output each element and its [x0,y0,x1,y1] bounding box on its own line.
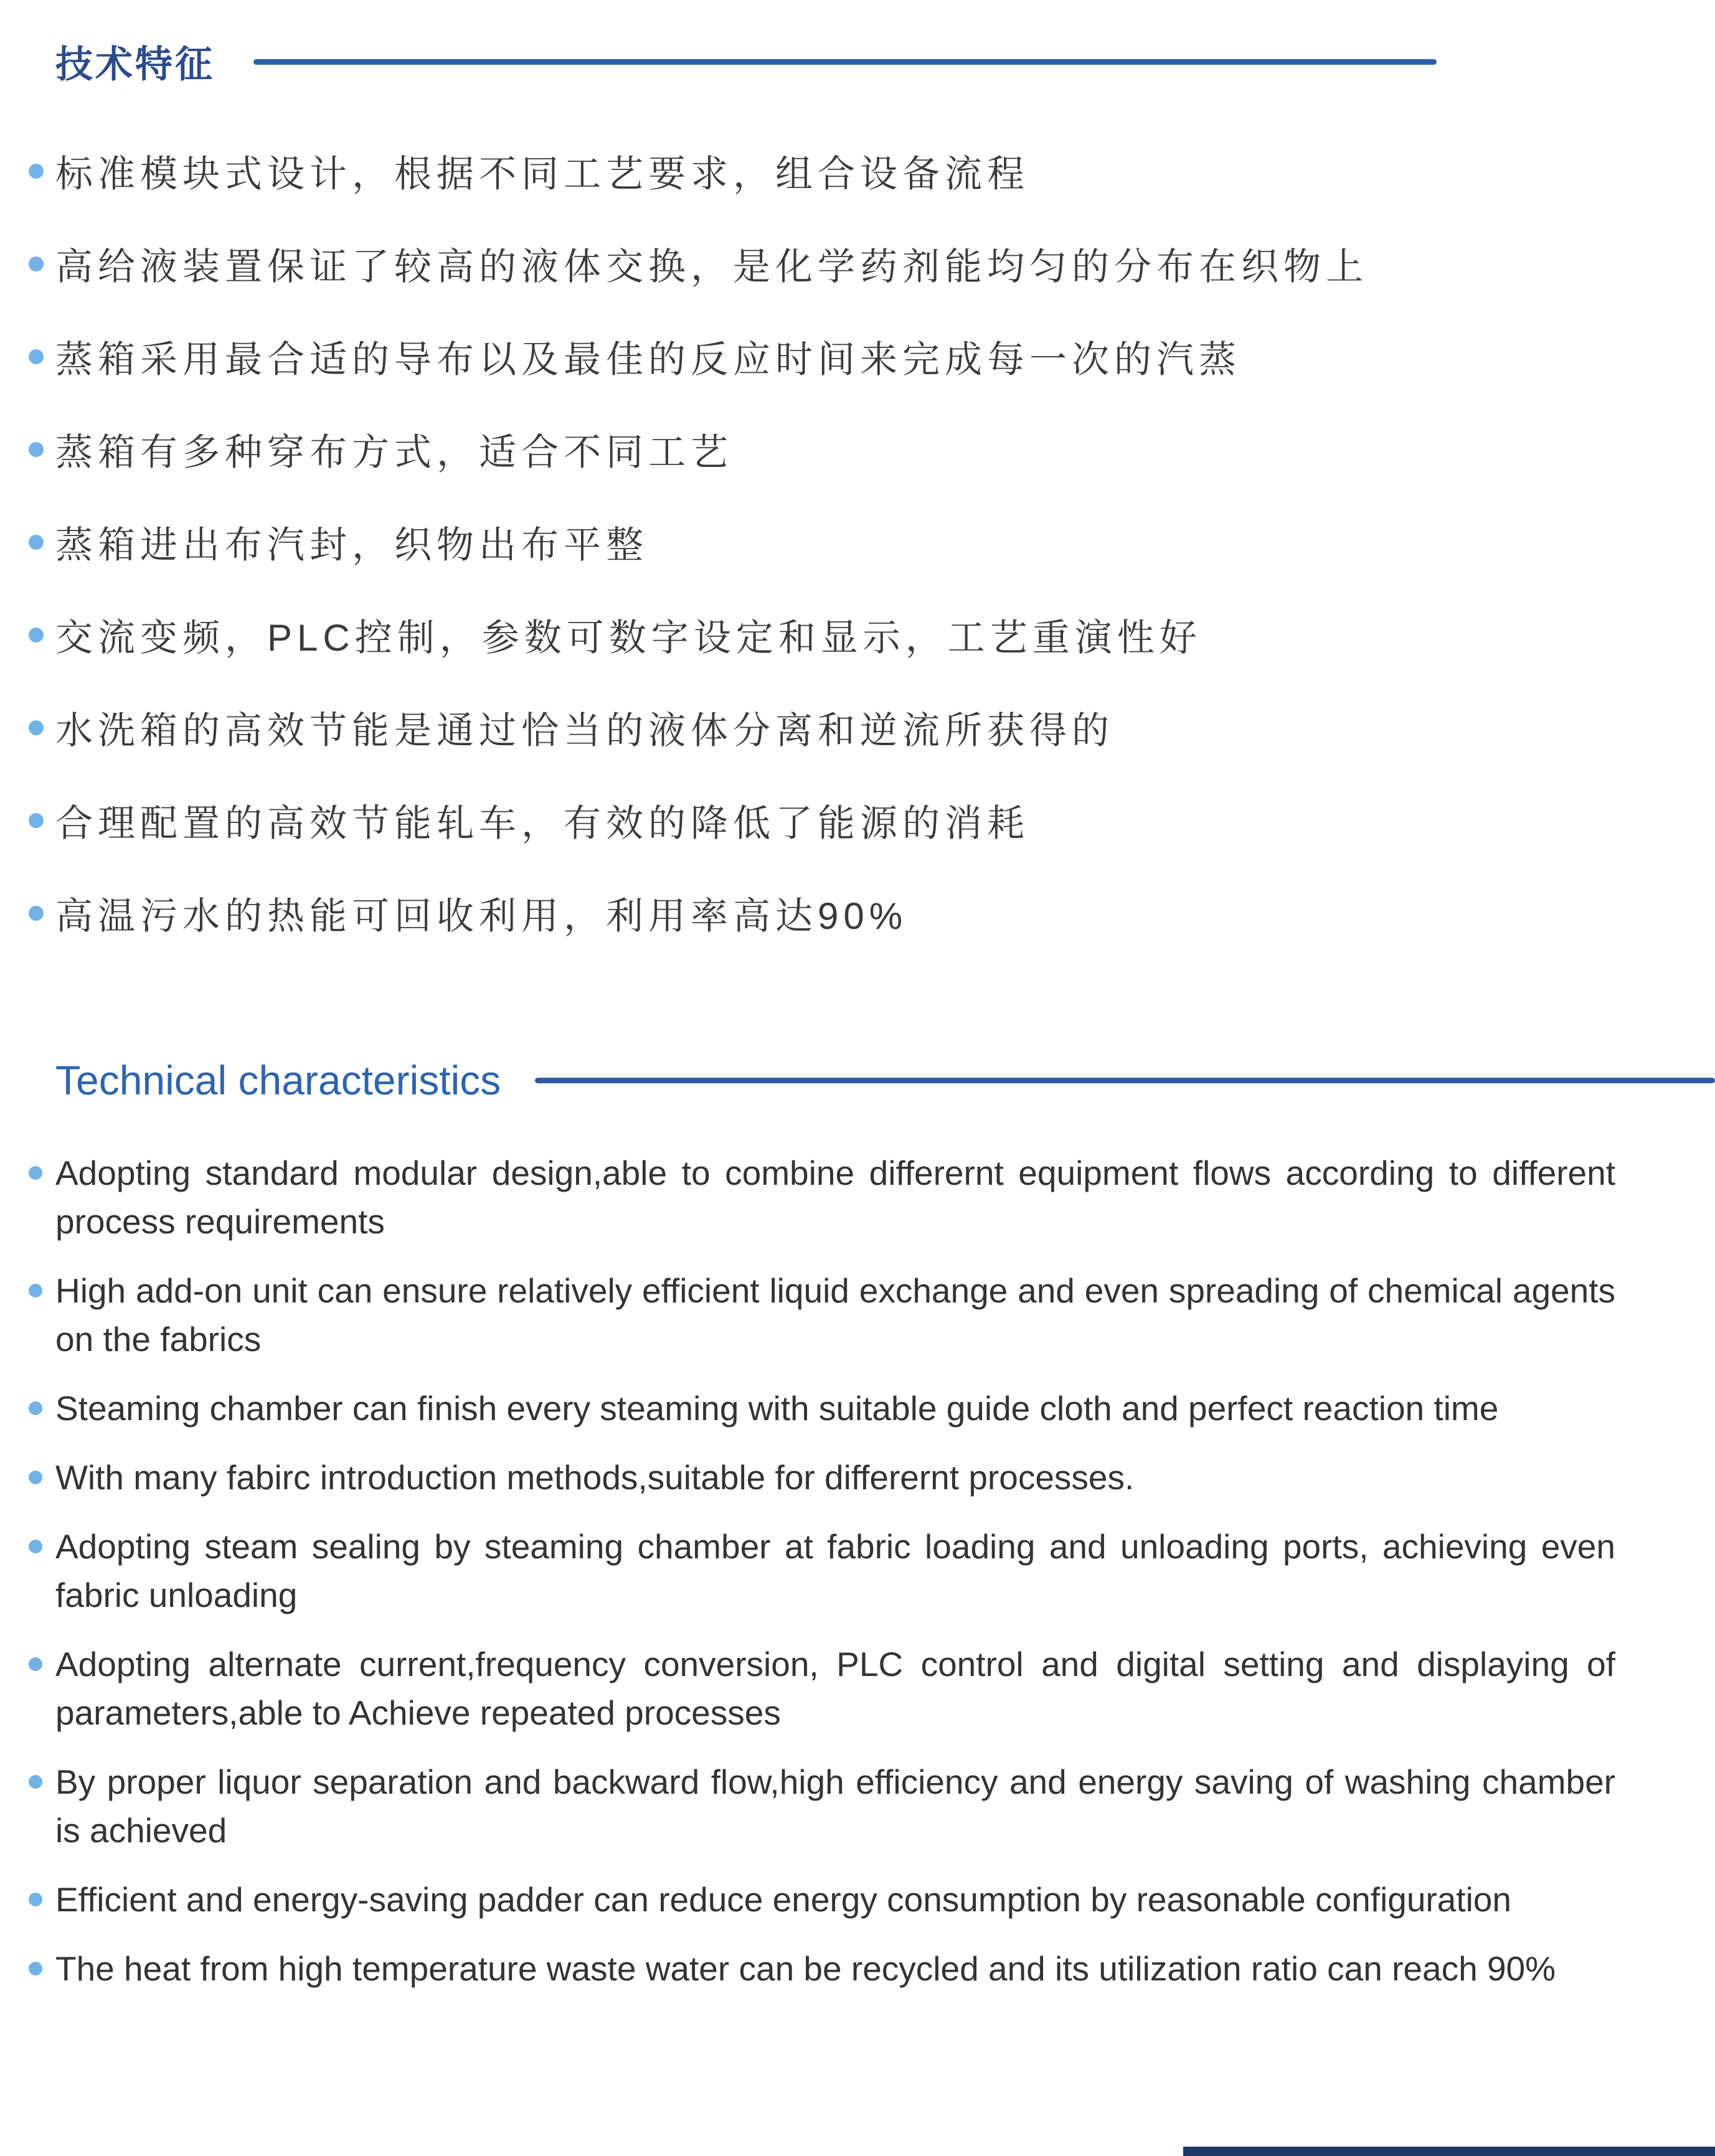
list-item-text: With many fabirc introduction methods,suitable for differernt processes. [55,1458,1135,1497]
list-item [29,867,1715,959]
list-item-text: By proper liquor separation and backward flow,high efficiency and energy saving of washing chamber is achieved [55,1763,1615,1850]
list-item [29,774,1715,867]
bullet-icon [29,1657,42,1671]
heading-rule [253,59,1437,65]
bullet-icon [29,257,44,271]
list-item [29,1453,1615,1502]
bullet-icon [29,1166,42,1180]
bullet-icon [29,349,44,364]
bullet-icon [29,1775,42,1789]
list-item [29,681,1715,774]
list-item [29,310,1715,403]
list-item-text: The heat from high temperature waste water can be recycled and its utilization ratio can reach 90% [55,1949,1556,1988]
list-item [29,1384,1615,1433]
cn-feature-list [29,125,1715,959]
list-item [29,403,1715,496]
list-item [29,217,1715,310]
list-item-text: Efficient and energy-saving padder can reduce energy consumption by reasonable configuration [55,1880,1511,1919]
list-item-text: 蒸箱进出布汽封，织物出布平整 [55,524,648,566]
list-item [29,1149,1615,1246]
bullet-icon [29,442,44,457]
list-item [29,1875,1615,1924]
list-item [29,125,1715,217]
list-item-text: Adopting standard modular design,able to combine differernt equipment flows according to different process requirements [55,1154,1615,1241]
list-item-text: 水洗箱的高效节能是通过恰当的液体分离和逆流所获得的 [55,709,1114,751]
list-item-text: 蒸箱采用最合适的导布以及最佳的反应时间来完成每一次的汽蒸 [55,338,1241,380]
list-item-text: Steaming chamber can finish every steaming with suitable guide cloth and perfect reaction time [55,1389,1499,1428]
list-item [29,588,1715,681]
bullet-icon [29,1471,42,1484]
list-item [29,1266,1615,1363]
bullet-icon [29,164,44,179]
list-item [29,496,1715,588]
bullet-icon [29,1893,42,1906]
bullet-icon [29,535,44,550]
list-item-text: 交流变频，PLC控制，参数可数字设定和显示，工艺重演性好 [55,616,1202,659]
bullet-icon [29,1401,42,1415]
en-section-header [55,1057,1715,1104]
list-item-text: High add-on unit can ensure relatively efficient liquid exchange and even spreading of chemical agents on the fabrics [55,1271,1615,1358]
list-item-text: Adopting alternate current,frequency conversion, PLC control and digital setting and displaying of parameters,able to Achieve repeated processes [55,1645,1615,1732]
en-feature-list [29,1149,1715,1993]
bullet-icon [29,628,44,643]
cn-section-title: 技术特征 [55,44,215,85]
cn-section-header [55,35,1715,88]
en-section-title: Technical characteristics [55,1057,501,1103]
list-item [29,1758,1615,1855]
bullet-icon [29,720,44,735]
list-item [29,1522,1615,1619]
bullet-icon [29,906,44,921]
list-item-text: 蒸箱有多种穿布方式，适合不同工艺 [55,431,733,473]
footer-bar [1183,2147,1715,2156]
list-item-text: 合理配置的高效节能轧车，有效的降低了能源的消耗 [55,802,1029,844]
list-item [29,1944,1615,1993]
bullet-icon [29,1962,42,1975]
list-item-text: 标准模块式设计，根据不同工艺要求，组合设备流程 [55,153,1029,195]
list-item [29,1640,1615,1737]
bullet-icon [29,813,44,828]
list-item-text: 高温污水的热能可回收利用，利用率高达90% [55,895,908,937]
bullet-icon [29,1284,42,1297]
bullet-icon [29,1540,42,1553]
list-item-text: 高给液装置保证了较高的液体交换，是化学药剂能均匀的分布在织物上 [55,245,1368,288]
list-item-text: Adopting steam sealing by steaming chamber at fabric loading and unloading ports, achieving even fabric unloading [55,1527,1615,1614]
heading-rule [535,1078,1715,1083]
